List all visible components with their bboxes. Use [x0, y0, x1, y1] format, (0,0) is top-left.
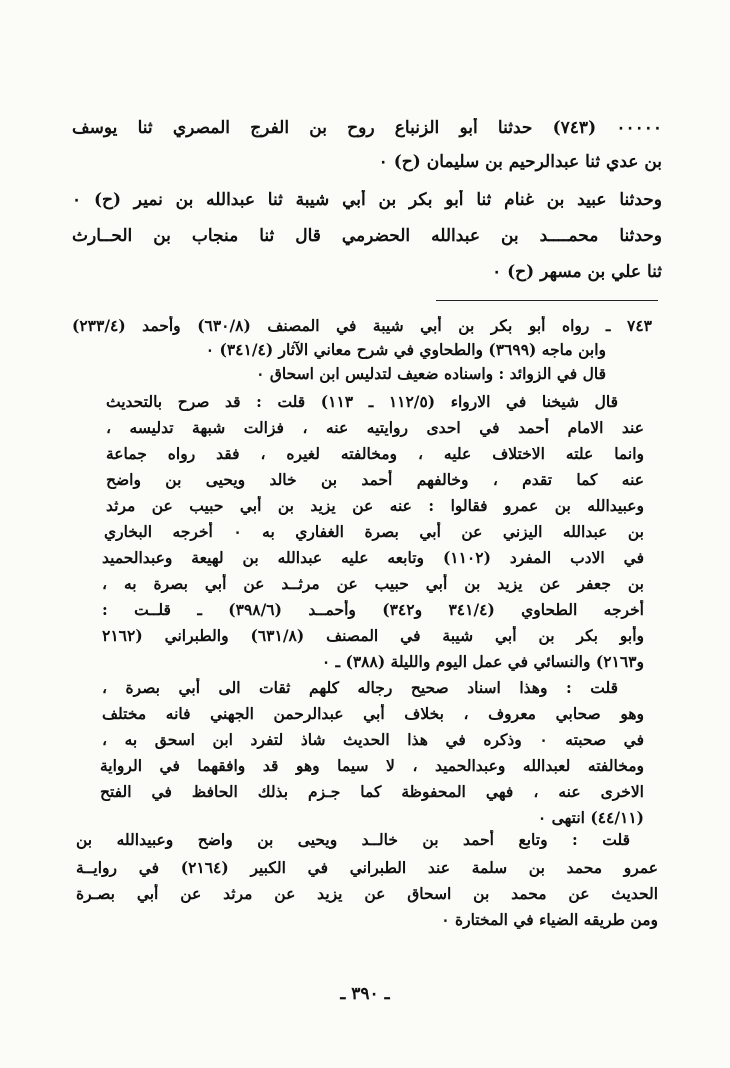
footnote-line: وابن ماجه (٣٦٩٩) والطحاوي في شرح معاني الآثار (٣٤١/٤) ٠: [205, 340, 606, 359]
footnote-line: وأبو بكر بن أبي شيبة في المصنف (٦٣١/٨) والطبراني (٢١٦٢: [102, 626, 644, 645]
footnote-line: ومخالفته لعبدالله وعبدالحميد ، لا سيما وهو قد وافقهما في الرواية: [100, 756, 644, 775]
main-line: ٠٠٠٠٠ (٧٤٣) حدثنا أبو الزنباع روح بن الفرج المصري ثنا يوسف: [72, 118, 662, 138]
footnote-line: في الادب المفرد (١١٠٢) وتابعه عليه عبدالله بن لهيعة وعبدالحميد: [102, 548, 644, 567]
main-line: وحدثنا عبيد بن غنام ثنا أبو بكر بن أبي شيبة ثنا عبدالله بن نمير (ح) ٠: [72, 190, 662, 210]
footnote-line: قلت : وهذا اسناد صحيح رجاله كلهم ثقات الى أبي بصرة ،: [102, 678, 618, 697]
main-line: وحدثنا محمــــد بن عبدالله الحضرمي قال ثنا منجاب بن الحــارث: [72, 226, 662, 246]
footnote-separator: [436, 300, 658, 301]
footnote-line: قلت : وتابع أحمد بن خالــد ويحيى بن واضح وعبيدالله بن: [76, 830, 630, 849]
footnote-line: الحديث عن محمد بن اسحاق عن يزيد عن مرثد عن أبي بصـرة: [76, 884, 658, 903]
footnote-line: بن جعفر عن يزيد بن أبي حبيب عن مرثــد عن أبي بصرة به ،: [102, 574, 644, 593]
footnote-line: الاخرى عنه ، فهي المحفوظة كما جـزم بذلك الحافظ في الفتح: [100, 782, 644, 801]
main-line: بن عدي ثنا عبدالرحيم بن سليمان (ح) ٠: [378, 152, 662, 172]
footnote-line: وعبيدالله بن عمرو فقالوا : عنه عن يزيد بن أبي حبيب عن مرثد: [106, 496, 644, 515]
page-number: ـ ٣٩٠ ـ: [340, 984, 390, 1004]
footnote-line: قال في الزوائد : واسناده ضعيف لتدليس ابن اسحاق ٠: [256, 364, 606, 383]
footnote-line: بن عبدالله اليزني عن أبي بصرة الغفاري به ٠ أخرجه البخاري: [104, 522, 644, 541]
footnote-line: قال شيخنا في الارواء (١١٢/٥ ـ ١١٣) قلت : قد صرح بالتحديث: [106, 392, 618, 411]
footnote-line: في صحبته ٠ وذكره في هذا الحديث شاذ لتفرد ابن اسحق به ،: [102, 730, 644, 749]
footnote-line: و٢١٦٣) والنسائي في عمل اليوم والليلة (٣٨٨) ـ ٠: [321, 652, 644, 671]
footnote-line: عنه كما تقدم ، وخالفهم أحمد بن خالد ويحيى بن واضح: [106, 470, 644, 489]
main-line: ثنا علي بن مسهر (ح) ٠: [492, 262, 662, 282]
footnote-line: (٤٤/١١) انتهى ٠: [537, 808, 644, 827]
footnote-line: ومن طريقه الضياء في المختارة ٠: [441, 910, 658, 929]
footnote-line: عمرو محمد بن سلمة عند الطبراني في الكبير (٢١٦٤) في روايــة: [76, 858, 658, 877]
footnote-line: وانما علته الاختلاف عليه ، ومخالفته لغيره ، فقد رواه جماعة: [106, 444, 644, 463]
footnote-line: وهو صحابي معروف ، بخلاف أبي عبدالرحمن الجهني فانه مختلف: [102, 704, 644, 723]
footnote-line: أخرجه الطحاوي (٣٤١/٤ و٣٤٢) وأحمــد (٣٩٨/٦) ـ قلــت :: [102, 600, 644, 619]
footnote-line: ٧٤٣ ـ رواه أبو بكر بن أبي شيبة في المصنف (٦٣٠/٨) وأحمد (٢٣٣/٤): [72, 316, 652, 335]
footnote-line: عند الامام أحمد في احدى روايتيه عنه ، فزالت شبهة تدليسه ،: [106, 418, 644, 437]
